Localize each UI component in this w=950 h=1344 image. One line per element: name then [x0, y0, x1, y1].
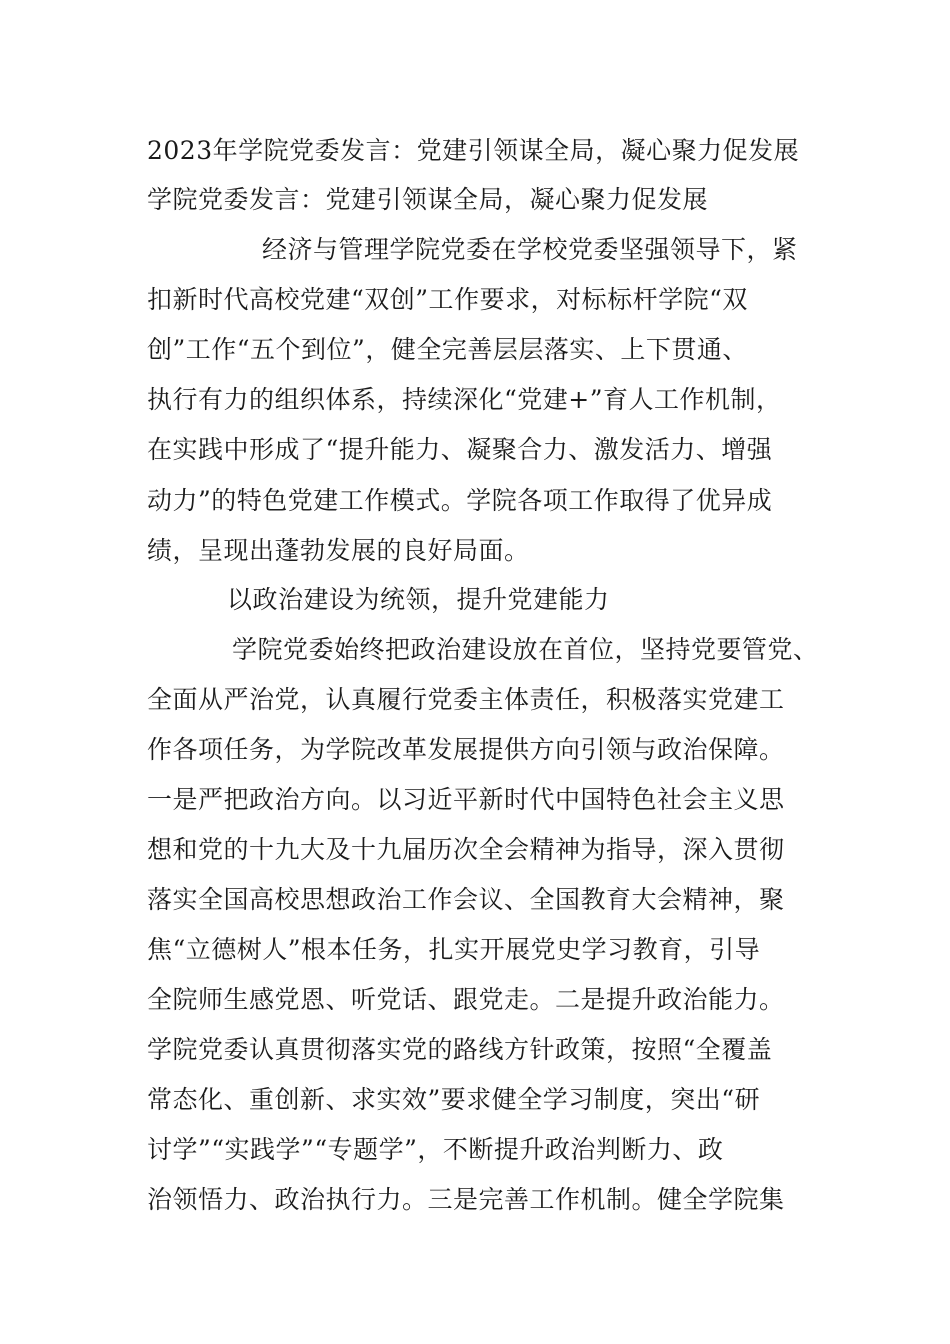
intro-paragraph-line: 扣新时代高校党建“双创”工作要求，对标标杆学院“双 — [147, 285, 748, 314]
body-paragraph-line: 一是严把政治方向。以习近平新时代中国特色社会主义思 — [147, 785, 785, 814]
body-paragraph-line: 落实全国高校思想政治工作会议、全国教育大会精神，聚 — [147, 885, 785, 914]
body-paragraph-line: 学院党委认真贯彻落实党的路线方针政策，按照“全覆盖 — [147, 1035, 773, 1064]
intro-paragraph-line: 在实践中形成了“提升能力、凝聚合力、激发活力、增强 — [147, 435, 773, 464]
body-paragraph-line: 学院党委始终把政治建设放在首位，坚持党要管党、 — [232, 635, 819, 664]
intro-paragraph-line: 动力”的特色党建工作模式。学院各项工作取得了优异成 — [147, 486, 773, 515]
body-paragraph-line: 焦“立德树人”根本任务，扎实开展党史学习教育，引导 — [147, 935, 761, 964]
document-title: 2023年学院党委发言：党建引领谋全局，凝心聚力促发展 — [147, 136, 800, 165]
body-paragraph-line: 全面从严治党，认真履行党委主体责任，积极落实党建工 — [147, 685, 785, 714]
intro-paragraph-line: 执行有力的组织体系，持续深化“党建+”育人工作机制， — [147, 385, 782, 414]
intro-paragraph-line: 创”工作“五个到位”，健全完善层层落实、上下贯通、 — [147, 335, 748, 364]
intro-paragraph-line: 经济与管理学院党委在学校党委坚强领导下，紧 — [262, 235, 798, 264]
body-paragraph-line: 常态化、重创新、求实效”要求健全学习制度，突出“研 — [147, 1085, 761, 1114]
body-paragraph-line: 讨学”“实践学”“专题学”，不断提升政治判断力、政 — [147, 1135, 724, 1164]
body-paragraph-line: 全院师生感党恩、听党话、跟党走。二是提升政治能力。 — [147, 985, 785, 1014]
section-heading: 以政治建设为统领，提升党建能力 — [227, 585, 610, 614]
body-paragraph-line: 想和党的十九大及十九届历次全会精神为指导，深入贯彻 — [147, 835, 785, 864]
document-subtitle: 学院党委发言：党建引领谋全局，凝心聚力促发展 — [147, 185, 709, 214]
body-paragraph-line: 作各项任务，为学院改革发展提供方向引领与政治保障。 — [147, 735, 785, 764]
body-paragraph-line: 治领悟力、政治执行力。三是完善工作机制。健全学院集 — [147, 1185, 785, 1214]
intro-paragraph-line: 绩，呈现出蓬勃发展的良好局面。 — [147, 536, 530, 565]
